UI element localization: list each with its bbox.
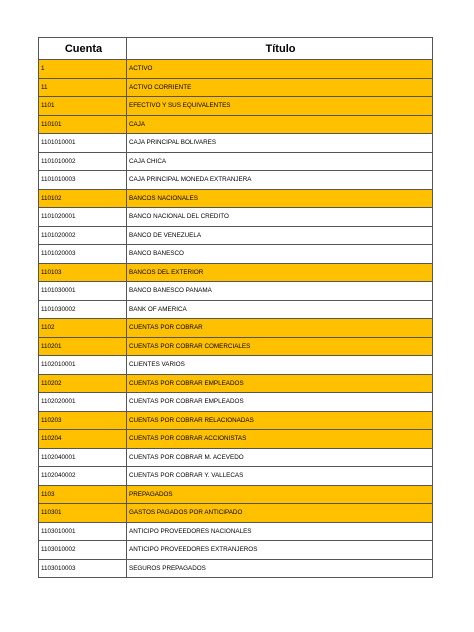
- table-row: [39, 374, 433, 393]
- titulo-cell: EFECTIVO Y SUS EQUIVALENTES: [127, 97, 433, 116]
- table-row: [39, 263, 433, 282]
- cuenta-cell: 1101: [39, 97, 127, 116]
- titulo-cell: CUENTAS POR COBRAR: [127, 319, 433, 338]
- cuenta-cell: 1102040001: [39, 448, 127, 467]
- titulo-cell: CLIENTES VARIOS: [127, 356, 433, 375]
- titulo-cell: SEGUROS PREPAGADOS: [127, 559, 433, 578]
- table-row: [39, 60, 433, 79]
- cuenta-cell: 1101020003: [39, 245, 127, 264]
- table-row: [39, 78, 433, 97]
- cuenta-cell: 1101010003: [39, 171, 127, 190]
- cuenta-cell: 1102040002: [39, 467, 127, 486]
- cuenta-cell: 1: [39, 60, 127, 79]
- column-header-cuenta: Cuenta: [39, 38, 127, 60]
- cuenta-cell: 1102020001: [39, 393, 127, 412]
- table-row: [39, 97, 433, 116]
- table-row: [39, 448, 433, 467]
- titulo-cell: BANCOS DEL EXTERIOR: [127, 263, 433, 282]
- cuenta-cell: 110201: [39, 337, 127, 356]
- cuenta-cell: 1102010001: [39, 356, 127, 375]
- titulo-cell: BANK OF AMERICA: [127, 300, 433, 319]
- cuenta-cell: 1101020002: [39, 226, 127, 245]
- cuenta-cell: 110103: [39, 263, 127, 282]
- cuenta-cell: 110102: [39, 189, 127, 208]
- cuenta-cell: 110301: [39, 504, 127, 523]
- titulo-cell: ANTICIPO PROVEEDORES NACIONALES: [127, 522, 433, 541]
- table-row: [39, 467, 433, 486]
- cuenta-cell: 1103010002: [39, 541, 127, 560]
- titulo-cell: CUENTAS POR COBRAR EMPLEADOS: [127, 393, 433, 412]
- table-row: [39, 226, 433, 245]
- table-row: [39, 522, 433, 541]
- table-row: [39, 393, 433, 412]
- cuenta-cell: 1101010002: [39, 152, 127, 171]
- cuenta-cell: 1101020001: [39, 208, 127, 227]
- table-row: [39, 208, 433, 227]
- titulo-cell: CAJA PRINCIPAL MONEDA EXTRANJERA: [127, 171, 433, 190]
- cuenta-cell: 11: [39, 78, 127, 97]
- table-row: [39, 319, 433, 338]
- titulo-cell: ACTIVO: [127, 60, 433, 79]
- table-row: [39, 300, 433, 319]
- cuenta-cell: 110204: [39, 430, 127, 449]
- titulo-cell: BANCOS NACIONALES: [127, 189, 433, 208]
- titulo-cell: PREPAGADOS: [127, 485, 433, 504]
- titulo-cell: BANCO NACIONAL DEL CREDITO: [127, 208, 433, 227]
- cuenta-cell: 110101: [39, 115, 127, 134]
- cuenta-cell: 1101010001: [39, 134, 127, 153]
- table-row: [39, 245, 433, 264]
- titulo-cell: GASTOS PAGADOS POR ANTICIPADO: [127, 504, 433, 523]
- table-row: [39, 171, 433, 190]
- cuenta-cell: 1102: [39, 319, 127, 338]
- titulo-cell: CUENTAS POR COBRAR M. ACEVEDO: [127, 448, 433, 467]
- table-row: [39, 152, 433, 171]
- cuenta-cell: 1103010003: [39, 559, 127, 578]
- cuenta-cell: 1103: [39, 485, 127, 504]
- table-row: [39, 356, 433, 375]
- table-row: [39, 337, 433, 356]
- cuenta-cell: 110203: [39, 411, 127, 430]
- titulo-cell: BANCO BANESCO: [127, 245, 433, 264]
- titulo-cell: CAJA CHICA: [127, 152, 433, 171]
- titulo-cell: ACTIVO CORRIENTE: [127, 78, 433, 97]
- titulo-cell: CUENTAS POR COBRAR Y. VALLECAS: [127, 467, 433, 486]
- titulo-cell: CUENTAS POR COBRAR EMPLEADOS: [127, 374, 433, 393]
- table-row: [39, 115, 433, 134]
- titulo-cell: ANTICIPO PROVEEDORES EXTRANJEROS: [127, 541, 433, 560]
- table-row: [39, 282, 433, 301]
- header-row: [39, 38, 433, 60]
- table-row: [39, 485, 433, 504]
- titulo-cell: CAJA PRINCIPAL BOLIVARES: [127, 134, 433, 153]
- cuenta-cell: 1103010001: [39, 522, 127, 541]
- table-row: [39, 134, 433, 153]
- table-row: [39, 430, 433, 449]
- titulo-cell: CAJA: [127, 115, 433, 134]
- cuenta-cell: 110202: [39, 374, 127, 393]
- table-row: [39, 559, 433, 578]
- column-header-titulo: Título: [127, 38, 433, 60]
- titulo-cell: CUENTAS POR COBRAR RELACIONADAS: [127, 411, 433, 430]
- accounts-table: [38, 37, 433, 578]
- table-row: [39, 411, 433, 430]
- cuenta-cell: 1101030001: [39, 282, 127, 301]
- table-row: [39, 189, 433, 208]
- titulo-cell: CUENTAS POR COBRAR ACCIONISTAS: [127, 430, 433, 449]
- table-row: [39, 504, 433, 523]
- titulo-cell: BANCO BANESCO PANAMA: [127, 282, 433, 301]
- table-body: [39, 60, 433, 578]
- table-row: [39, 541, 433, 560]
- titulo-cell: CUENTAS POR COBRAR COMERCIALES: [127, 337, 433, 356]
- cuenta-cell: 1101030002: [39, 300, 127, 319]
- titulo-cell: BANCO DE VENEZUELA: [127, 226, 433, 245]
